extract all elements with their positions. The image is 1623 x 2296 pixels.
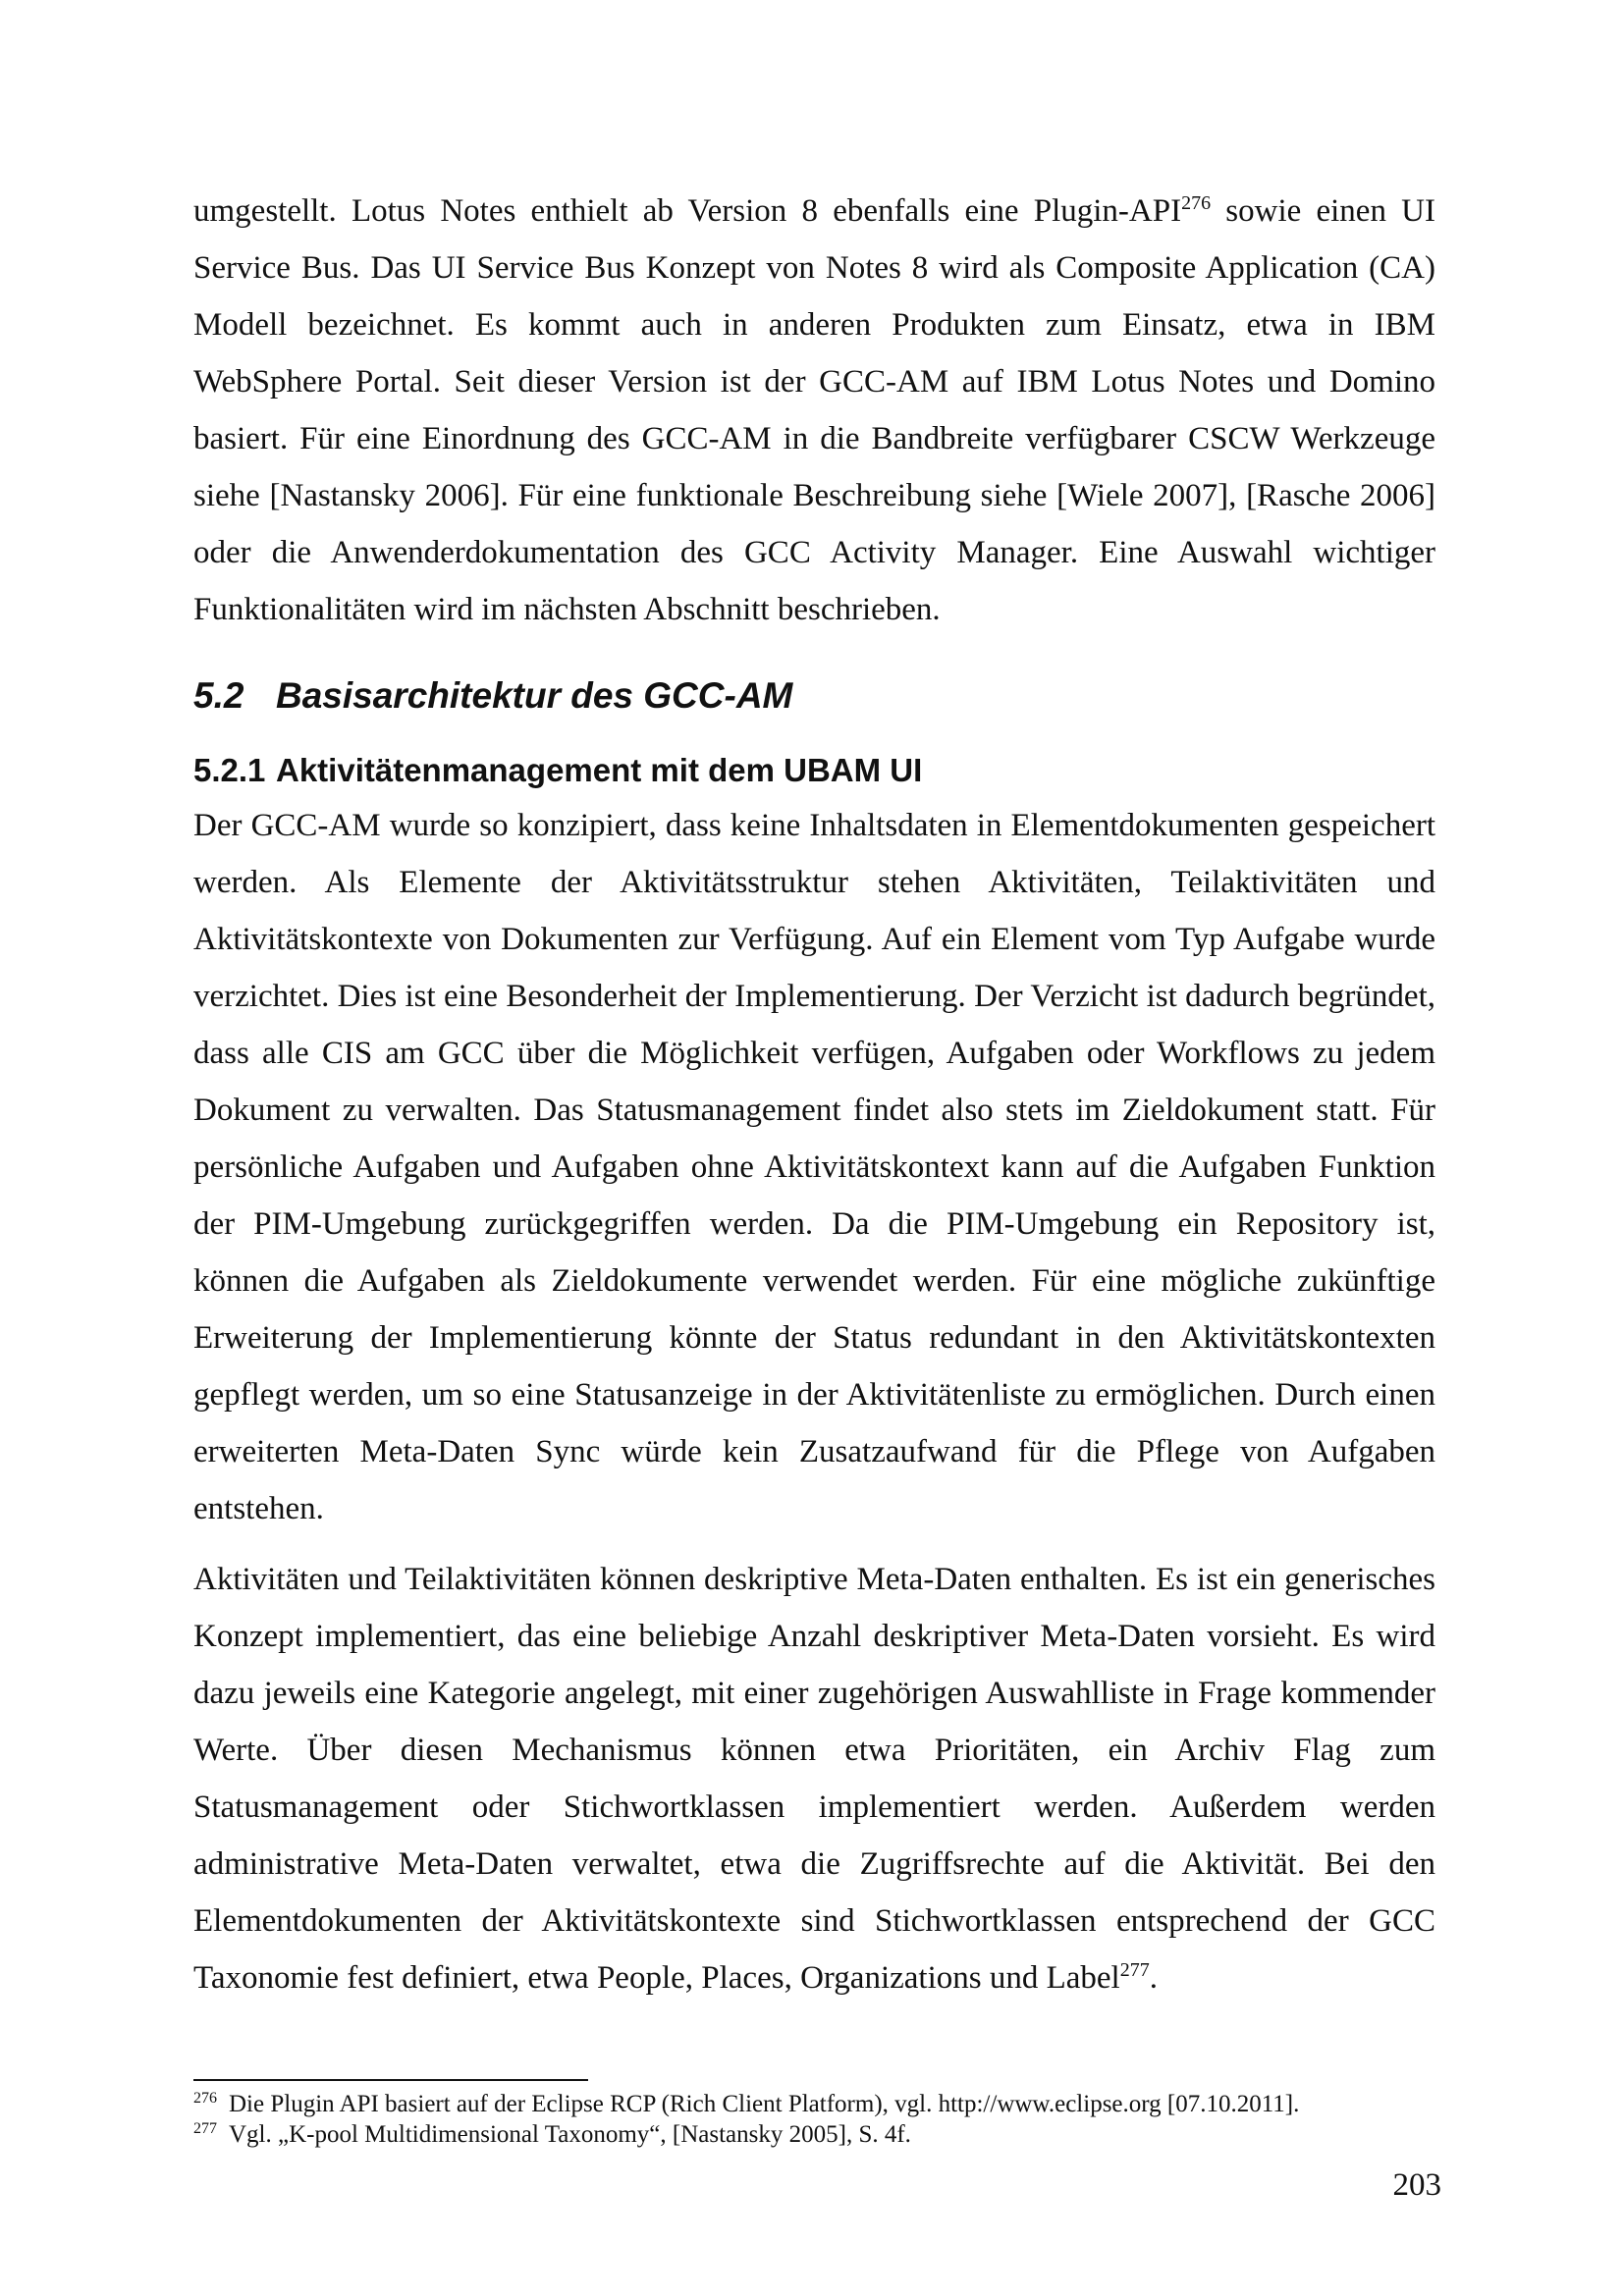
footnotes	[193, 2089, 1470, 2150]
section-number: 5.2	[193, 675, 244, 716]
footnote-text: Vgl. „K-pool Multidimensional Taxonomy“, [Nastansky 2005], S. 4f.	[229, 2121, 911, 2148]
section-title: Basisarchitektur des GCC-AM	[276, 675, 793, 716]
paragraph-meta-data-text-2: .	[1149, 1960, 1158, 1996]
footnote-276	[193, 2089, 1470, 2119]
subsection-heading	[193, 752, 922, 789]
paragraph-intro	[193, 183, 1435, 638]
paragraph-intro-text-1: umgestellt. Lotus Notes enthielt ab Version 8 ebenfalls eine Plugin-API	[193, 193, 1182, 229]
paragraph-meta-data	[193, 1551, 1435, 2006]
subsection-number: 5.2.1	[193, 752, 266, 788]
footnote-number: 277	[193, 2119, 217, 2137]
subsection-title: Aktivitätenmanagement mit dem UBAM UI	[276, 752, 923, 788]
section-heading	[193, 675, 792, 717]
footnote-number: 276	[193, 2089, 217, 2107]
paragraph-activity-management: Der GCC-AM wurde so konzipiert, dass keine Inhaltsdaten in Elementdokumenten gespeichert werden. Als Elemente der Aktivitätsstruktur stehen Aktivitäten, Teilaktivitäten und Aktivitätskontexte von Dokumenten zur Verfügung. Auf ein Element vom Typ Aufgabe wurde verzichtet. Dies ist eine Besonderheit der Implementierung. Der Verzicht ist dadurch begründet, dass alle CIS am GCC über die Möglichkeit verfügen, Aufgaben oder Workflows zu jedem Dokument zu verwalten. Das Statusmanagement findet also stets im Zieldokument statt. Für persönliche Aufgaben und Aufgaben ohne Aktivitätskontext kann auf die Aufgaben Funktion der PIM-Umgebung zurückgegriffen werden. Da die PIM-Umgebung ein Repository ist, können die Aufgaben als Zieldokumente verwendet werden. Für eine mögliche zukünftige Erweiterung der Implementierung könnte der Status redundant in den Aktivitätskontexten gepflegt werden, um so eine Statusanzeige in der Aktivitätenliste zu ermöglichen. Durch einen erweiterten Meta-Daten Sync würde kein Zusatzaufwand für die Pflege von Aufgaben entstehen.	[193, 808, 1435, 1526]
footnote-ref-277: 277	[1119, 1959, 1150, 1981]
footnote-ref-276: 276	[1181, 192, 1212, 214]
page-number: 203	[1392, 2167, 1441, 2203]
paragraph-meta-data-text-1: Aktivitäten und Teilaktivitäten können deskriptive Meta-Daten enthalten. Es ist ein generisches Konzept implementiert, das eine beliebige Anzahl deskriptiver Meta-Daten vorsieht. Es wird dazu jeweils eine Kategorie angelegt, mit einer zugehörigen Auswahlliste in Frage kommender Werte. Über diesen Mechanismus können etwa Prioritäten, ein Archiv Flag zum Statusmanagement oder Stichwortklassen implementiert werden. Außerdem werden administrative Meta-Daten verwaltet, etwa die Zugriffsrechte auf die Aktivität. Bei den Elementdokumenten der Aktivitätskontexte sind Stichwortklassen entsprechend der GCC Taxonomie fest definiert, etwa People, Places, Organizations und Label	[193, 1562, 1435, 1996]
footnote-277	[193, 2119, 1470, 2150]
paragraph-intro-text-2: sowie einen UI Service Bus. Das UI Service Bus Konzept von Notes 8 wird als Composite Application (CA) Modell bezeichnet. Es kommt auch in anderen Produkten zum Einsatz, etwa in IBM WebSphere Portal. Seit dieser Version ist der GCC-AM auf IBM Lotus Notes und Domino basiert. Für eine Einordnung des GCC-AM in die Bandbreite verfügbarer CSCW Werkzeuge siehe [Nastansky 2006]. Für eine funktionale Beschreibung siehe [Wiele 2007], [Rasche 2006] oder die Anwenderdokumentation des GCC Activity Manager. Eine Auswahl wichtiger Funktionalitäten wird im nächsten Abschnitt beschrieben.	[193, 193, 1435, 627]
footnote-divider	[193, 2079, 588, 2081]
footnote-text: Die Plugin API basiert auf der Eclipse RCP (Rich Client Platform), vgl. http://www.eclipse.org [07.10.2011].	[229, 2091, 1300, 2117]
